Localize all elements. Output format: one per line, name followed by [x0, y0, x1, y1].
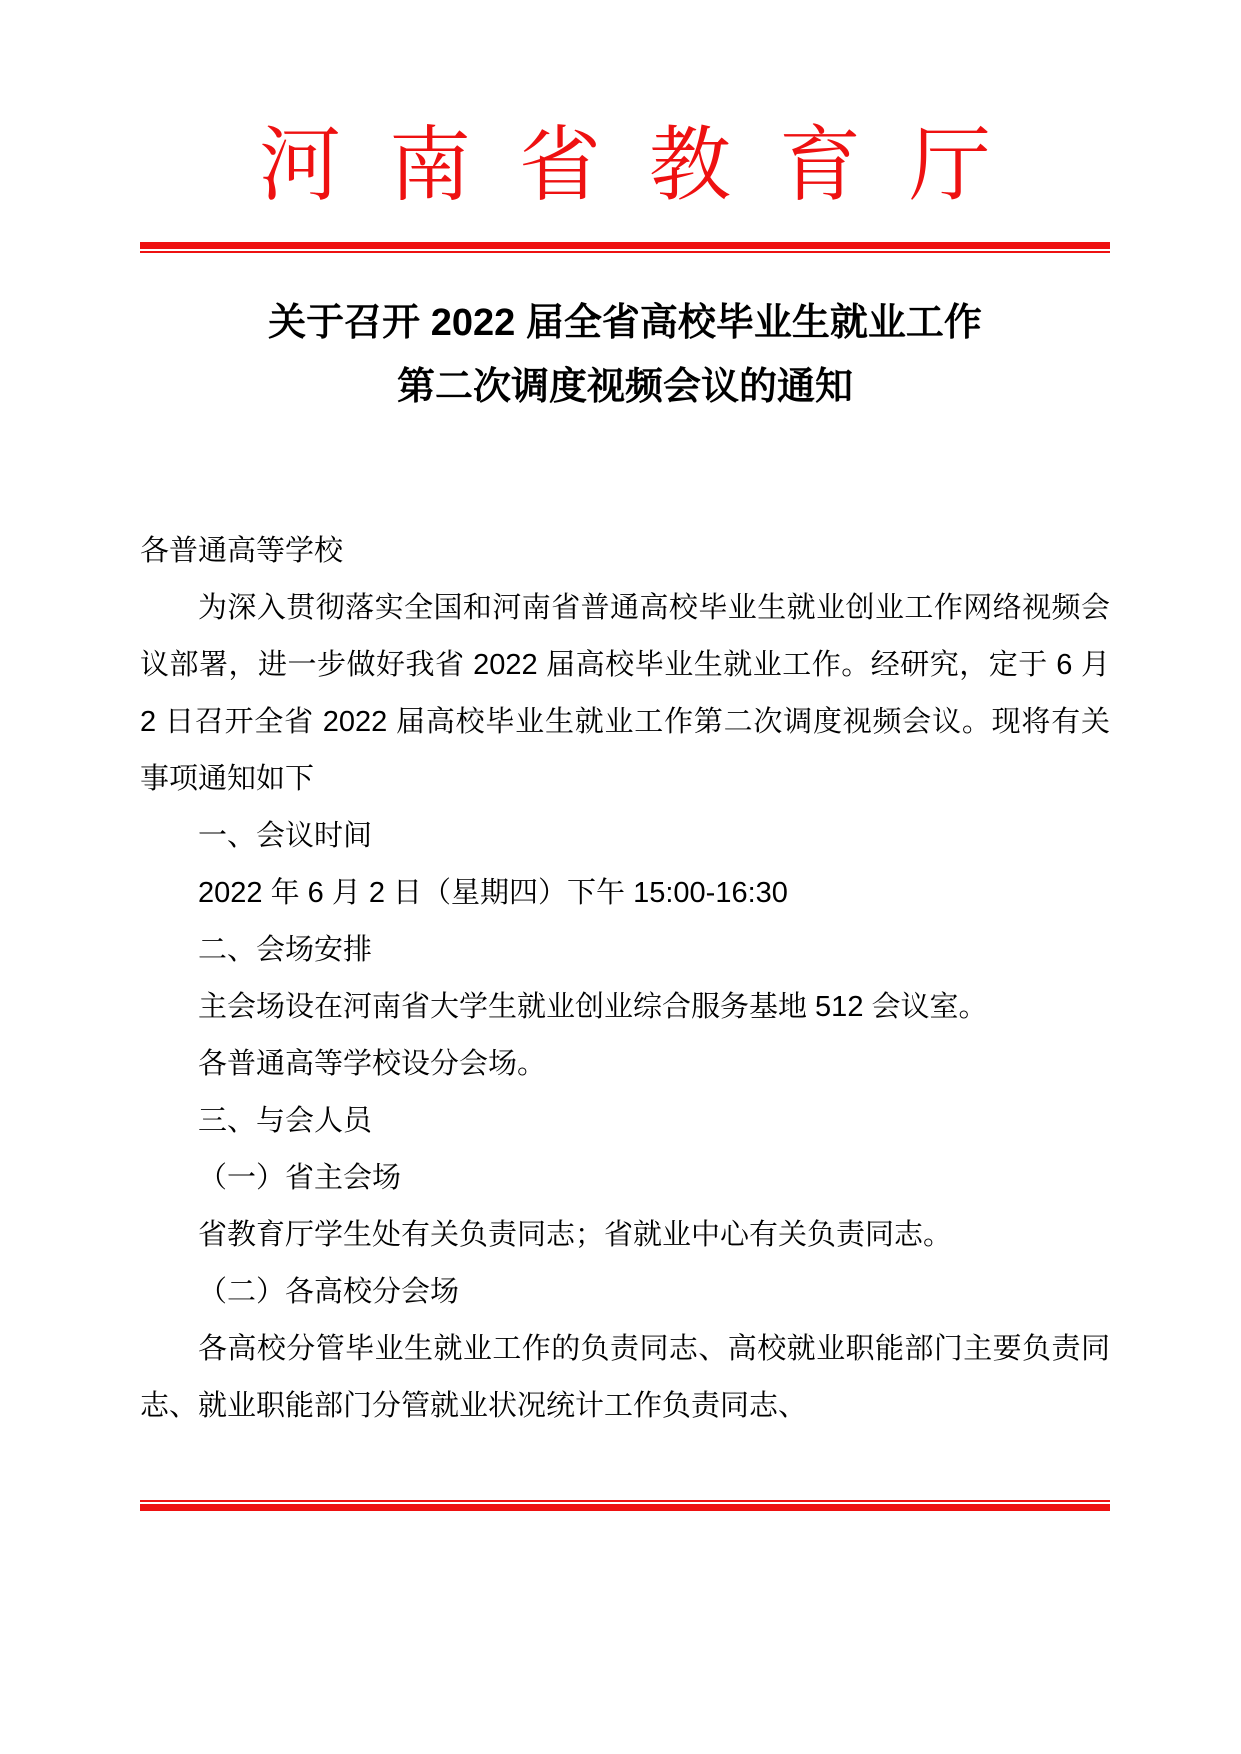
header-rule [140, 242, 1110, 253]
salutation: 各普通高等学校 [140, 535, 344, 567]
paragraph: 二、会场安排 [198, 934, 373, 966]
paragraph: 主会场设在河南省大学生就业创业综合服务基地 512 会议室。 [198, 991, 988, 1023]
page-title [140, 291, 1110, 419]
paragraph: （一）省主会场 [198, 1162, 402, 1194]
footer-rule [140, 1500, 1110, 1511]
paragraph: 各普通高等学校设分会场。 [198, 1048, 547, 1080]
document-content [0, 118, 1241, 1435]
header-rule-thin-line [140, 251, 1110, 253]
paragraph: （二）各高校分会场 [198, 1276, 460, 1308]
header-rule-thick-line [140, 242, 1110, 249]
paragraph: 一、会议时间 [198, 820, 373, 852]
paragraph: 2022 年 6 月 2 日（星期四）下午 15:00-16:30 [198, 877, 788, 909]
agency-header: 河南省教育厅 [258, 120, 1039, 211]
document-body [140, 523, 1110, 1435]
title-line-2: 第二次调度视频会议的通知 [396, 366, 853, 408]
paragraph: 为深入贯彻落实全国和河南省普通高校毕业生就业创业工作网络视频会议部署，进一步做好我省 2022 届高校毕业生就业工作。经研究，定于 6 月 2 日召开全省 2022 届高校毕业生就业工作第二次调度视频会议。现将有关事项通知如下 [140, 592, 1110, 795]
paragraph: 各高校分管毕业生就业工作的负责同志、高校就业职能部门主要负责同志、就业职能部门分管就业状况统计工作负责同志、 [140, 1333, 1110, 1422]
paragraph: 三、与会人员 [198, 1105, 373, 1137]
paragraph: 省教育厅学生处有关负责同志；省就业中心有关负责同志。 [198, 1219, 953, 1251]
title-line-1: 关于召开 2022 届全省高校毕业生就业工作 [268, 302, 982, 344]
footer-rule-thick-line [140, 1504, 1110, 1511]
